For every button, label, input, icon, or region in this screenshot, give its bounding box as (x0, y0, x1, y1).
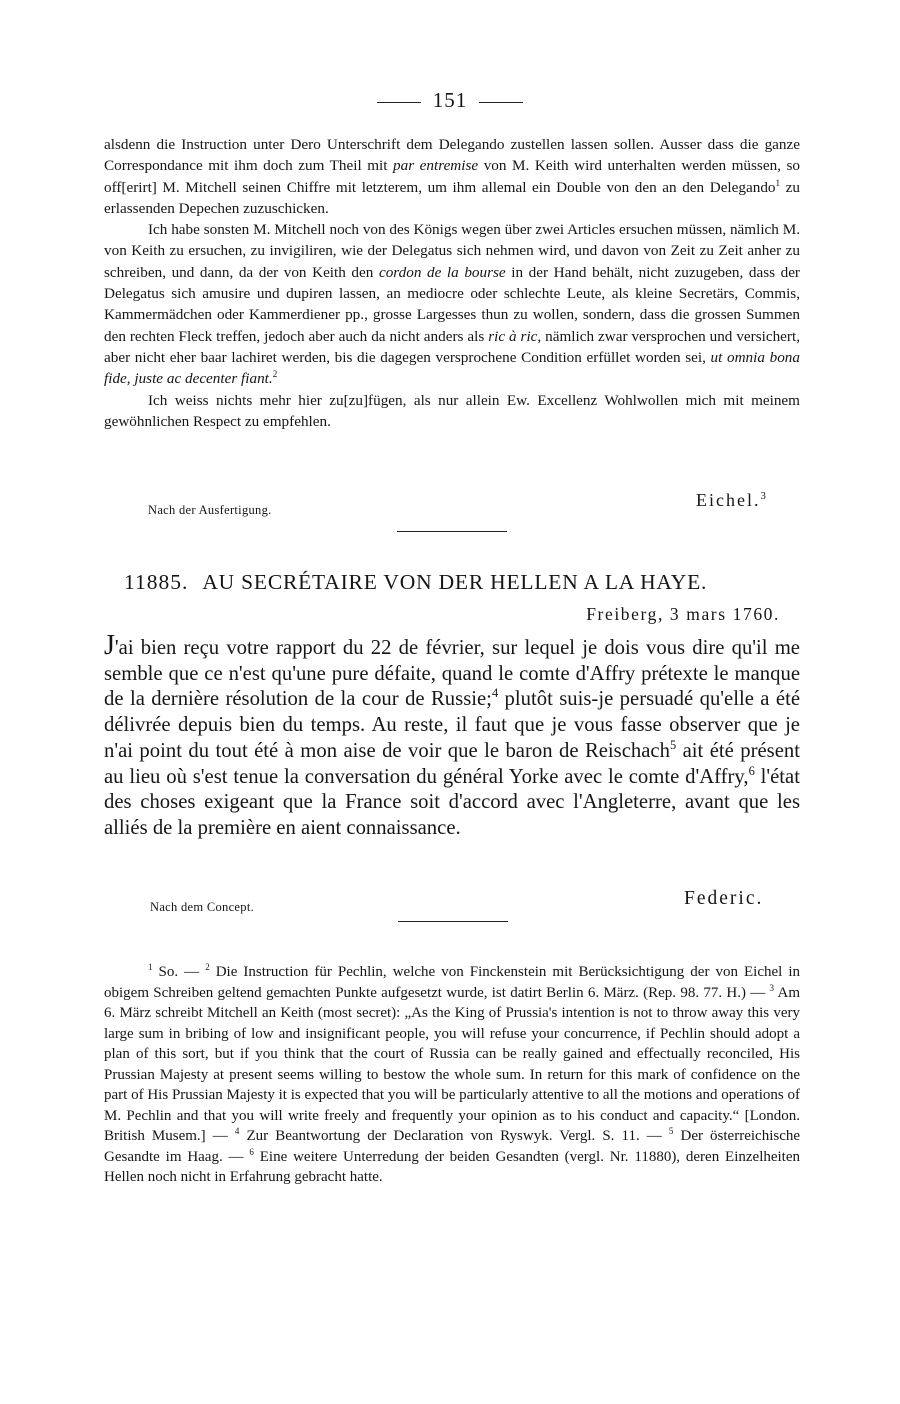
footnote-text: Am 6. März schreibt Mitchell an Keith (most secret): „As the King of Prussia's intention is not to throw away this very large sum in bribing of low and insignificant people, you will refuse your concurrence, if Pechlin should adopt a plan of this sort, but if you think that the court of Russia can be really gained and effectually reconciled, His Prussian Majesty at present seems willing to bestow the whole sum. In return for this mark of confidence on the part of His Prussian Majesty it is expected that you will be particularly attentive to all the motions and operations of M. Pechlin and that you will write freely and frequently your opinion as to his conduct and capacity.“ [London. British Musem.] — (104, 984, 800, 1144)
signature-text: Eichel. (696, 490, 761, 510)
paragraph-1 (104, 134, 800, 219)
section-divider (397, 531, 507, 532)
text-run: 'ai bien reçu votre rapport du 22 de février, sur lequel je dois vous dire qu'il me semble que ce n'est qu'une pure défaite, quand le comte d'Affry prétexte le manque de la dernière résolution de la cour de Russie; (104, 637, 800, 711)
footnote-marker: 2 (272, 369, 278, 380)
letter-number: 11885. (124, 570, 189, 594)
footnote-marker: 6 (249, 1146, 254, 1157)
footnote-divider (398, 921, 508, 922)
source-note-1: Nach der Ausfertigung. (148, 503, 272, 517)
italic-phrase: ut omnia bona fide, juste ac decenter fiant. (104, 348, 800, 388)
footnote-text: Zur Beantwortung der Declaration von Ryswyk. Vergl. S. 11. — (246, 1128, 669, 1144)
text-line: zu erlassenden (104, 178, 800, 217)
text-run: Ich habe sonsten M. Mitchell noch von des Königs wegen über zwei Articles ersuchen müssen, nämlich M. von Keith zu ersuchen, zu invigiliren, wie der Delegatus sich nehmen wird, und davon von Zeit zu Zeit anher zu schreiben, und dann, da der von Keith den (104, 221, 800, 281)
text-line: alsdenn die Instruction unter Dero Unterschrift dem Delegando zustellen lassen sollen. (104, 136, 655, 153)
signature-eichel (696, 490, 768, 511)
footnote-text: So. — (158, 964, 206, 980)
text-run: l'état des choses exigeant que la France soit d'accord avec l'Angleterre, avant que les alliés de la première en aient connaissance. (104, 765, 800, 839)
footnote-text: Eine weitere Unterredung der beiden Gesandten (vergl. Nr. 11880), deren Einzelheiten Hellen noch nicht in Erfahrung gebracht hatte. (104, 1148, 801, 1185)
footnote-text: Die Instruction für Pechlin, welche von Finckenstein mit Berücksichtigung der von Eichel in obigem Schreiben geltend gemachten Punkte aufgesetzt wurde, ist datirt Berlin 6. März. (Rep. 98. 77. H.) — (104, 964, 801, 1001)
footnote-marker: 4 (234, 1126, 240, 1136)
footnote-marker: 5 (668, 1126, 674, 1136)
footnote-block (104, 962, 800, 1188)
footnote-marker: 3 (760, 490, 768, 502)
footnote-marker: 6 (748, 763, 755, 778)
letter-title: AU SECRÉTAIRE VON DER HELLEN A LA HAYE. (202, 570, 708, 594)
footnote-marker: 4 (491, 686, 499, 701)
italic-phrase: ric à ric (488, 327, 538, 345)
text-line: von M. Keith wird unterhalten werden müssen, so off[erirt] M. Mitchell seinen Chiffre (104, 157, 800, 196)
paragraph-2 (104, 219, 800, 389)
text-line: mit letzterem, um ihm allemal ein Double von den an den Delegando (335, 178, 776, 196)
text-run: plutôt suis-je persuadé qu'elle a été délivrée depuis bien du temps. Au reste, il faut que je vous fasse observer que je n'ai point du tout été à mon aise de voir que le baron de Reischach (104, 688, 800, 762)
text-run: , nämlich zwar versprochen und versichert, aber nicht eher baar lachiret werden, bis die dagegen versprochene Condition erfüllet worden sei, (104, 327, 800, 366)
text-line: Ausser dass die ganze Correspondance mit ihm doch zum Theil mit (104, 136, 800, 175)
header-dash-right (479, 102, 523, 103)
italic-phrase: cordon de la bourse (378, 263, 506, 281)
footnote-text: Der österreichische Gesandte im Haag. — (104, 1128, 801, 1165)
footnotes (104, 962, 800, 1188)
page-header (0, 88, 900, 113)
footnote-marker: 5 (669, 737, 677, 752)
text-line: Depechen zuzuschicken. (178, 199, 329, 217)
letter-paragraph (104, 630, 800, 842)
text-run: in der Hand behält, nicht zuzugeben, dass der Delegatus sich amusire und dupiren lassen, an mediocre oder schlechte Leute, als kleine Secretärs, Commis, Kammermädchen oder Kammerdiener pp., grosse Largesses thun zu wollen, sondern, dass die grossen Summen den rechten Fleck treffen, jedoch aber auch da nicht anders als (104, 263, 800, 345)
footnote-marker: 1 (775, 177, 781, 188)
footnote-marker: 1 (148, 962, 153, 972)
footnote-marker: 3 (769, 982, 775, 993)
letter-continuation (104, 134, 800, 432)
signature-federic: Federic. (684, 888, 764, 909)
source-note-2: Nach dem Concept. (150, 900, 255, 914)
italic-phrase: par entremise (393, 157, 479, 175)
page-number: 151 (432, 88, 468, 112)
header-dash-left (377, 102, 421, 103)
letter-body (104, 630, 800, 842)
initial-letter: J (104, 630, 115, 661)
letter-heading (124, 570, 707, 595)
footnote-marker: 2 (205, 962, 210, 972)
text-run: ait été présent au lieu où s'est tenue la conversation du général Yorke avec le comte d'Affry, (104, 739, 800, 788)
paragraph-3: Ich weiss nichts mehr hier zu[zu]fügen, als nur allein Ew. Excellenz Wohlwollen mich mit meinem gewöhnlichen Respect zu empfehlen. (104, 391, 800, 430)
place-date: Freiberg, 3 mars 1760. (586, 604, 780, 624)
